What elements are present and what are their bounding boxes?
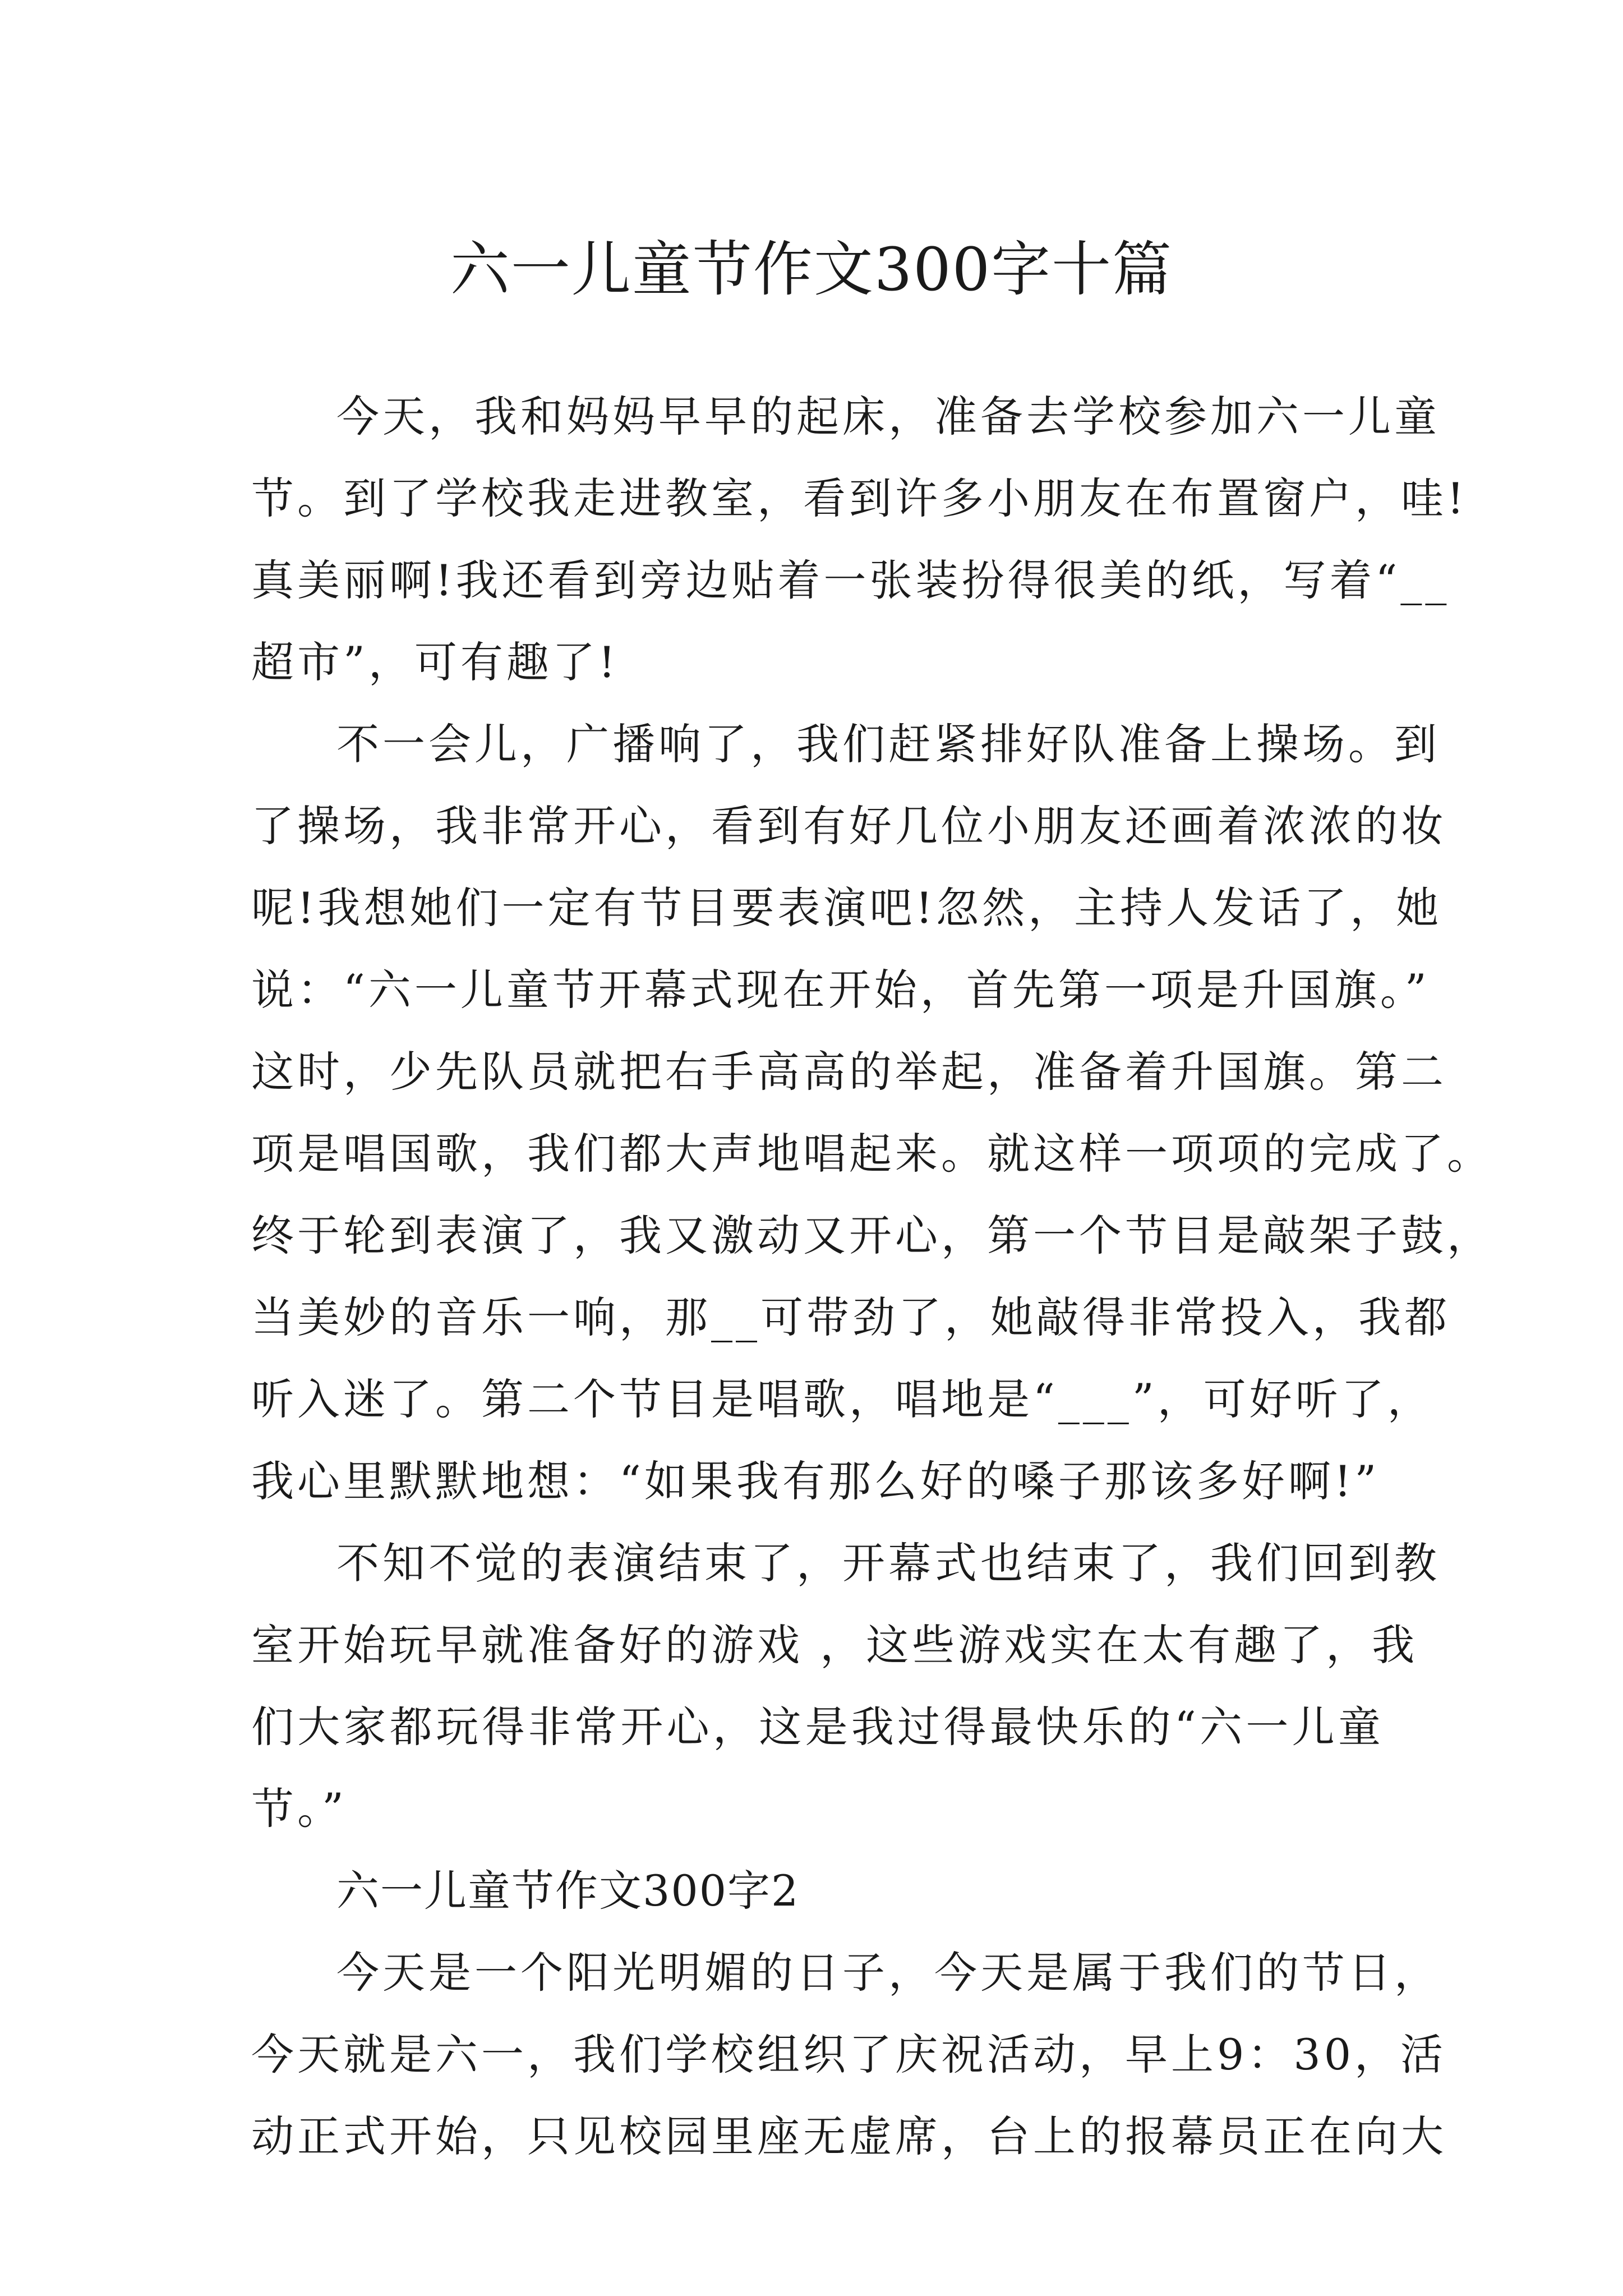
paragraph-3-line-2: 室开始玩早就准备好的游戏 ，这些游戏实在太有趣了，我 <box>251 1620 1418 1670</box>
paragraph-3-line-4: 节。” <box>251 1784 347 1834</box>
document-title: 六一儿童节作文300字十篇 <box>450 235 1173 305</box>
paragraph-1-line-1: 今天，我和妈妈早早的起床，准备去学校参加六一儿童 <box>336 392 1440 441</box>
paragraph-2-line-7: 终于轮到表演了，我又激动又开心，第一个节目是敲架子鼓， <box>251 1211 1493 1260</box>
paragraph-4-line-2: 今天就是六一，我们学校组织了庆祝活动，早上9：30，活 <box>251 2030 1447 2079</box>
paragraph-2-line-3: 呢!我想她们一定有节目要表演吧!忽然，主持人发话了，她 <box>251 883 1442 933</box>
paragraph-2-line-2: 了操场，我非常开心，看到有好几位小朋友还画着浓浓的妆 <box>251 801 1447 851</box>
paragraph-2-line-9: 听入迷了。第二个节目是唱歌，唱地是“___”，可好听了， <box>251 1374 1433 1424</box>
paragraph-2-line-4: 说：“六一儿童节开幕式现在开始，首先第一项是升国旗。” <box>251 965 1430 1015</box>
paragraph-3-line-3: 们大家都玩得非常开心，这是我过得最快乐的“六一儿童 <box>251 1702 1384 1752</box>
paragraph-2-line-10: 我心里默默地想：“如果我有那么好的嗓子那该多好啊!” <box>251 1456 1380 1506</box>
paragraph-1-line-3: 真美丽啊!我还看到旁边贴着一张装扮得很美的纸，写着“__ <box>251 555 1450 605</box>
paragraph-3-line-1: 不知不觉的表演结束了，开幕式也结束了，我们回到教 <box>336 1538 1440 1588</box>
paragraph-1-line-2: 节。到了学校我走进教室，看到许多小朋友在布置窗户，哇! <box>251 473 1468 523</box>
document-body <box>251 376 1493 2178</box>
paragraph-4-line-1: 今天是一个阳光明媚的日子，今天是属于我们的节日， <box>336 1948 1440 1998</box>
paragraph-2-line-5: 这时，少先队员就把右手高高的举起，准备着升国旗。第二 <box>251 1047 1447 1097</box>
paragraph-2-line-1: 不一会儿，广播响了，我们赶紧排好队准备上操场。到 <box>336 719 1440 769</box>
paragraph-4-line-3: 动正式开始，只见校园里座无虚席，台上的报幕员正在向大 <box>251 2111 1447 2161</box>
section-heading-2: 六一儿童节作文300字2 <box>336 1866 800 1916</box>
paragraph-1-line-4: 超市”，可有趣了! <box>251 637 619 687</box>
paragraph-2-line-8: 当美妙的音乐一响，那__可带劲了，她敲得非常投入，我都 <box>251 1292 1450 1342</box>
paragraph-2-line-6: 项是唱国歌，我们都大声地唱起来。就这样一项项的完成了。 <box>251 1129 1493 1179</box>
